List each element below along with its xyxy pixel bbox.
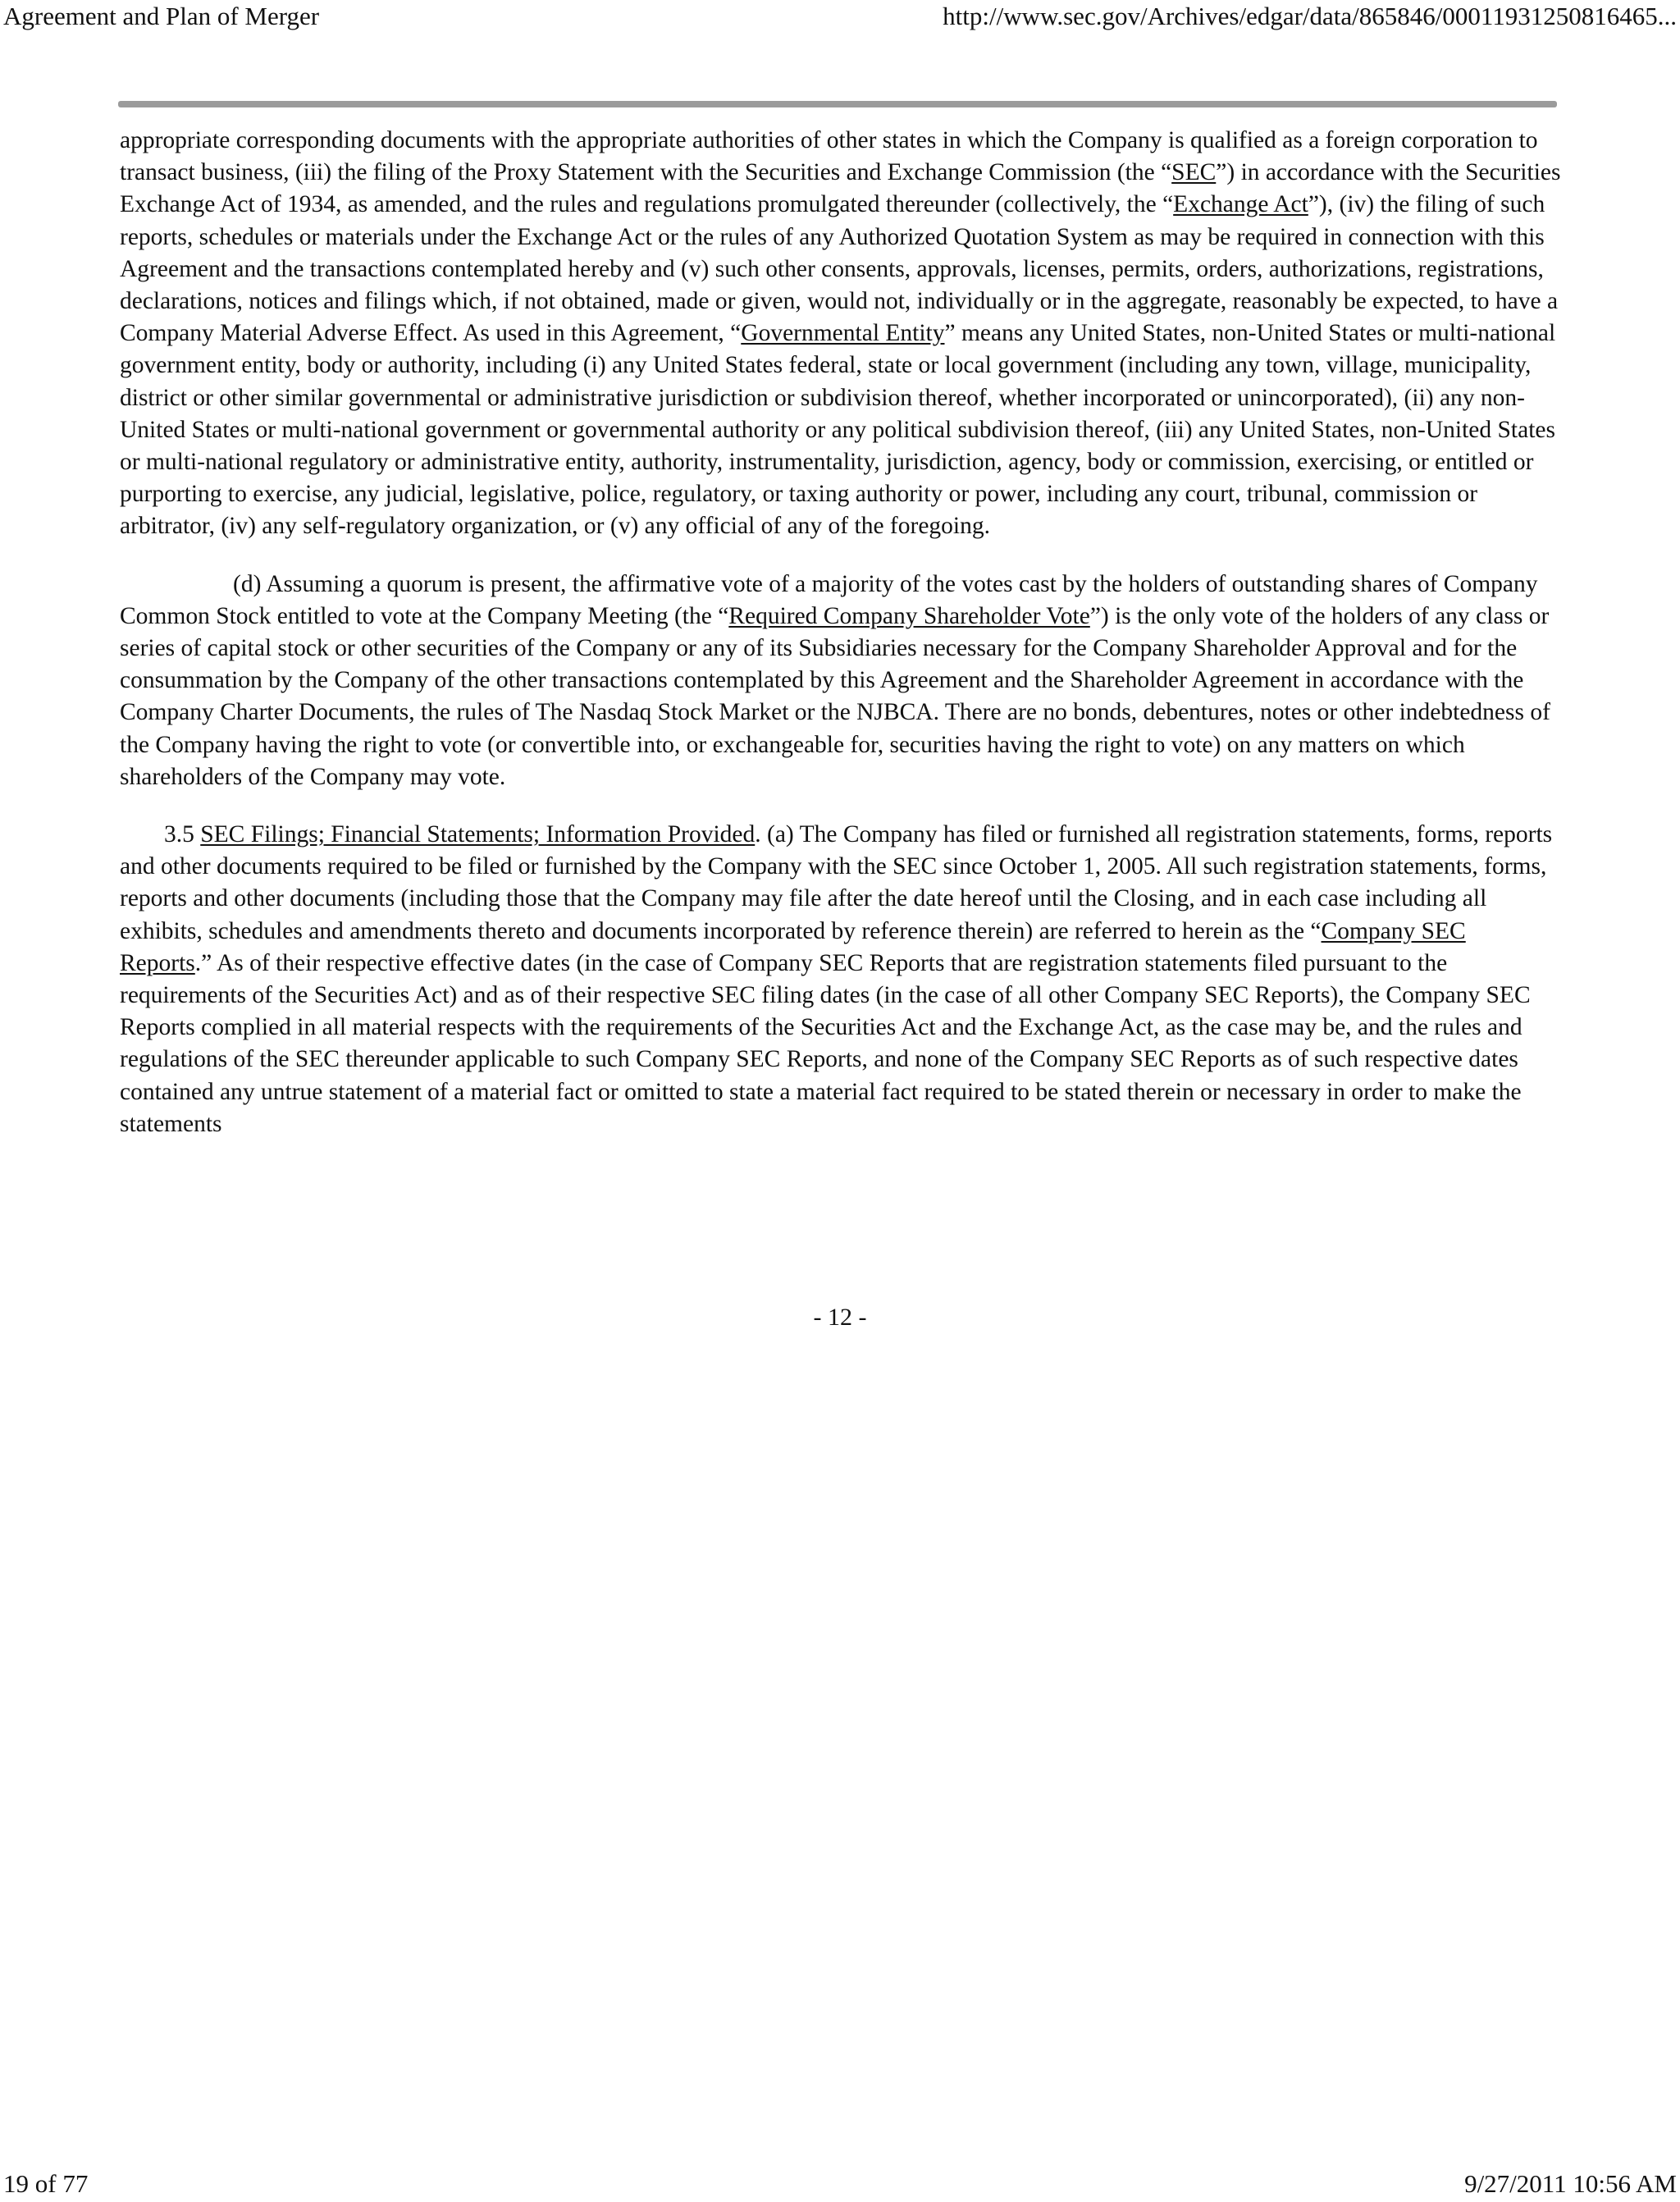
- text-run: ”) is the only vote of the holders of any class or series of capital stock or other securities of the Company or any of its Subsidiaries necessary for the Company Shareholder Approval and for the consummation by the Company of the other transactions contemplated by this Agreement and the Shareholder Agreement in accordance with the Company Charter Documents, the rules of The Nasdaq Stock Market or the NJBCA. There are no bonds, debentures, notes or other indebtedness of the Company having the right to vote (or convertible into, or exchangeable for, securities having the right to vote) on any matters on which shareholders of the Company may vote.: [120, 602, 1550, 790]
- text-run: .” As of their respective effective dates (in the case of Company SEC Reports that are registration statements filed pursuant to the requirements of the Securities Act) and as of their respective SEC filing dates (in the case of all other Company SEC Reports), the Company SEC Reports complied in all material respects with the requirements of the Securities Act and the Exchange Act, as the case may be, and the rules and regulations of the SEC thereunder applicable to such Company SEC Reports, and none of the Company SEC Reports as of such respective dates contained any untrue statement of a material fact or omitted to state a material fact required to be stated therein or necessary in order to make the statements: [120, 949, 1531, 1137]
- paragraph-governmental-approvals: [120, 125, 1564, 543]
- print-header-title: Agreement and Plan of Merger: [3, 2, 320, 30]
- text-run: appropriate corresponding documents with the appropriate authorities of other states in which the Company is qualified as a foreign corporation to transact business, (iii) the filing of the Proxy Statement with the Securities and Exchange Commission (the “: [120, 127, 1538, 186]
- defined-term-exchange-act: Exchange Act: [1173, 191, 1308, 218]
- paragraph-sec-filings: [120, 819, 1564, 1140]
- paragraph-shareholder-vote: [120, 569, 1564, 793]
- print-footer-timestamp: 9/27/2011 10:56 AM: [1464, 2169, 1677, 2198]
- page-number: - 12 -: [813, 1304, 867, 1331]
- defined-term-governmental-entity: Governmental Entity: [741, 320, 945, 347]
- print-footer-page-count: 19 of 77: [3, 2169, 89, 2198]
- text-run: (d) Assuming a quorum is present, the affirmative vote of a majority of the votes cast by the holders of outstanding shares of Company Common Stock entitled to vote at the Company Meeting (the “: [120, 570, 1538, 629]
- text-run: ”) in accordance with the Securities Exchange Act of 1934, as amended, and the rules and regulations promulgated thereunder (collectively, the “: [120, 159, 1561, 218]
- header-rule: [118, 101, 1557, 107]
- document-body: [120, 125, 1564, 1166]
- section-number: 3.5: [164, 821, 201, 848]
- defined-term-required-company-shareholder-vote: Required Company Shareholder Vote: [728, 602, 1090, 629]
- print-header-url: http://www.sec.gov/Archives/edgar/data/865846/00011931250816465...: [943, 2, 1677, 30]
- section-heading: SEC Filings; Financial Statements; Information Provided: [200, 821, 756, 848]
- text-run: ”), (iv) the filing of such reports, schedules or materials under the Exchange Act or the rules of any Authorized Quotation System as may be required in connection with this Agreement and the transactions contemplated hereby and (v) such other consents, approvals, licenses, permits, orders, authorizations, registrations, declarations, notices and filings which, if not obtained, made or given, would not, individually or in the aggregate, reasonably be expected, to have a Company Material Adverse Effect. As used in this Agreement, “: [120, 191, 1559, 347]
- defined-term-sec: SEC: [1171, 159, 1217, 186]
- text-run: . (a) The Company has filed or furnished all registration statements, forms, reports and other documents required to be filed or furnished by the Company with the SEC since October 1, 2005. All such registration statements, forms, reports and other documents (including those that the Company may file after the date hereof until the Closing, and in each case including all exhibits, schedules and amendments thereto and documents incorporated by reference therein) are referred to herein as the “: [120, 821, 1553, 944]
- text-run: ” means any United States, non-United States or multi-national government entity, body or authority, including (i) any United States federal, state or local government (including any town, village, municipality, district or other similar governmental or administrative jurisdiction or subdivision thereof, whether incorporated or unincorporated), (ii) any non-United States or multi-national government or governmental authority or any political subdivision thereof, (iii) any United States, non-United States or multi-national regulatory or administrative entity, authority, instrumentality, jurisdiction, agency, body or commission, exercising, or entitled or purporting to exercise, any judicial, legislative, police, regulatory, or taxing authority or power, including any court, tribunal, commission or arbitrator, (iv) any self-regulatory organization, or (v) any official of any of the foregoing.: [120, 320, 1556, 540]
- defined-term-company-sec-reports: Company SEC Reports: [120, 917, 1466, 976]
